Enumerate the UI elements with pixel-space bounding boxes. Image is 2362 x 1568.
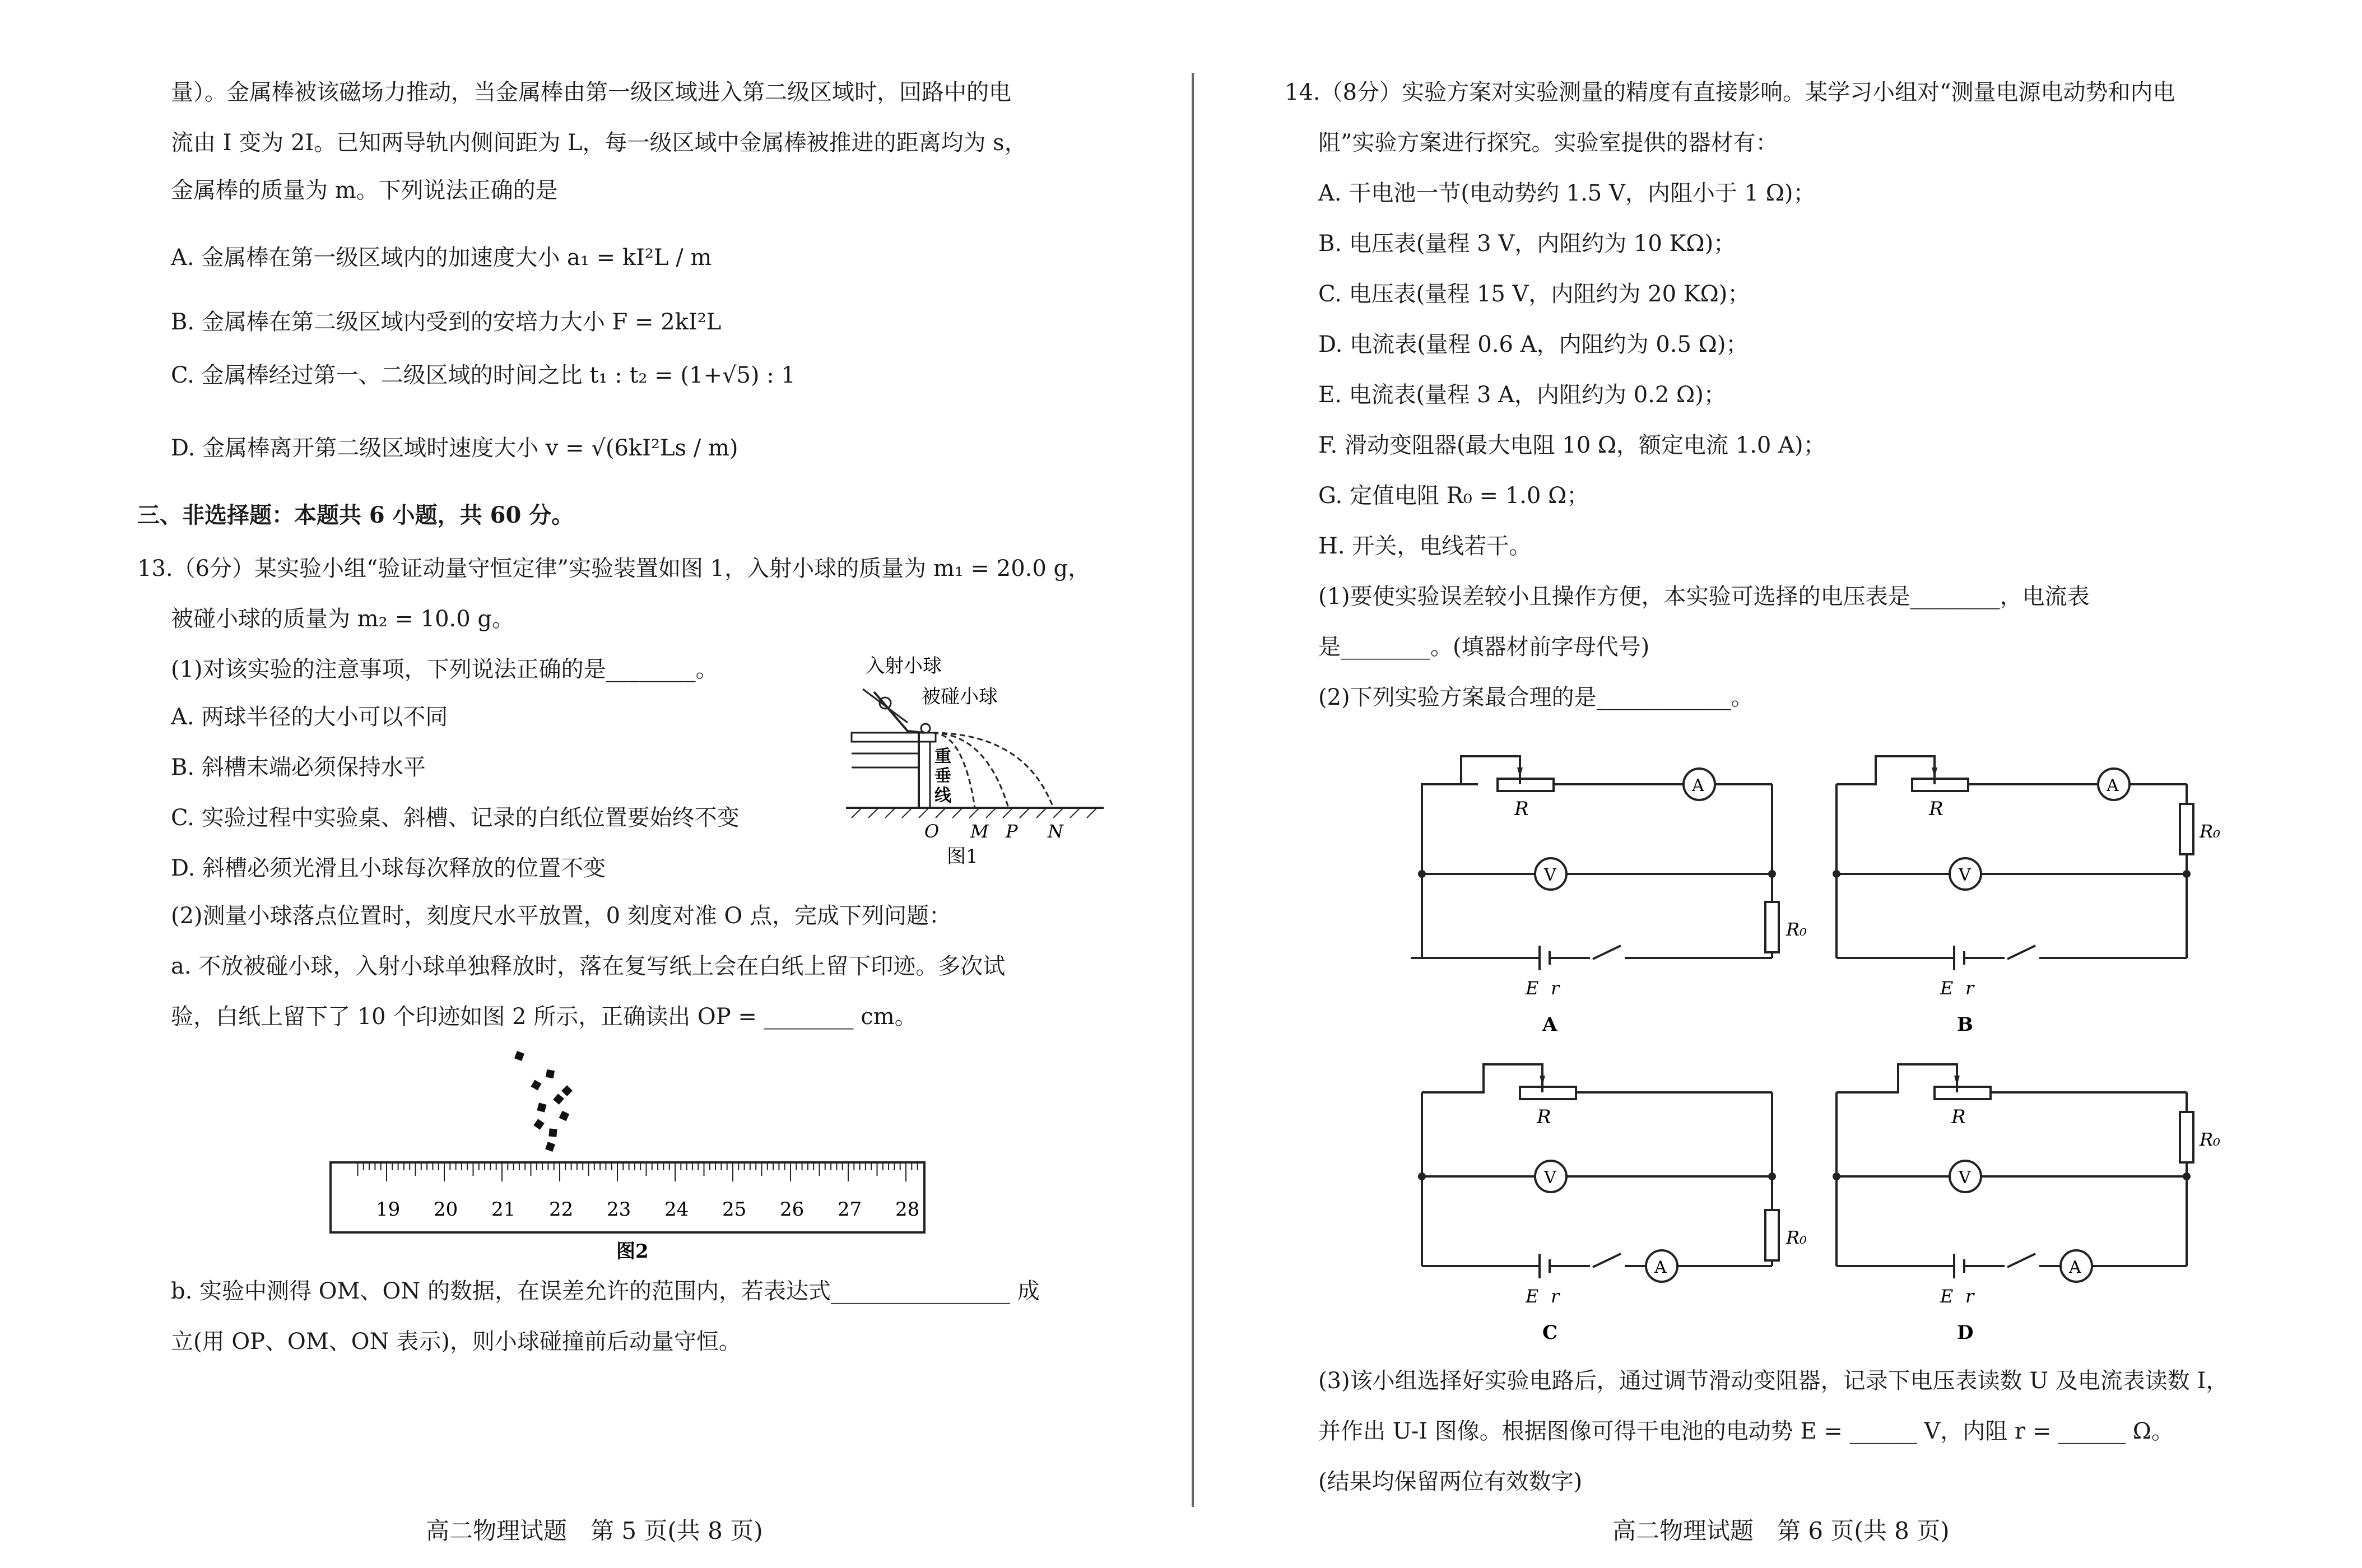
equipment-item: F. 滑动变阻器(最大电阻 10 Ω，额定电流 1.0 A)；: [1318, 432, 1826, 458]
q14-part1: 是________。(填器材前字母代号): [1318, 634, 1650, 660]
ruler-tick-label: 27: [838, 1198, 862, 1221]
fig1-incident-ball-label: 入射小球: [866, 655, 942, 677]
svg-text:垂: 垂: [934, 766, 951, 786]
fixed-resistor-label: R₀: [1786, 1227, 1807, 1248]
fixed-resistor-label: R₀: [2200, 821, 2220, 842]
emf-label: E: [1940, 1286, 1954, 1307]
rheostat-label: R: [1929, 798, 1943, 820]
figure-2-ruler: [325, 1042, 930, 1266]
fig1-target-ball: [921, 724, 930, 733]
ruler-tick-label: 21: [491, 1198, 516, 1221]
q13-option-c: C. 实验过程中实验桌、斜槽、记录的白纸位置要始终不变: [171, 805, 740, 831]
ruler-tick-label: 24: [664, 1198, 689, 1221]
ruler-tick-label: 20: [434, 1198, 458, 1221]
text-line: 流由 I 变为 2I。已知两导轨内侧间距为 L，每一级区域中金属棒被推进的距离均为 s，: [171, 130, 1027, 156]
fig2-caption: 图2: [616, 1240, 649, 1263]
emf-label: E: [1526, 1286, 1539, 1307]
page-footer: 高二物理试题 第 5 页(共 8 页): [426, 1517, 763, 1544]
ruler-tick-label: 26: [780, 1198, 805, 1221]
internal-resistance-label: r: [1965, 1286, 1974, 1307]
internal-resistance-label: r: [1965, 978, 1974, 999]
q13-option-b: B. 斜槽末端必须保持水平: [171, 755, 426, 780]
text-line: 金属棒的质量为 m。下列说法正确的是: [171, 178, 558, 203]
option-b: B. 金属棒在第二级区域内受到的安培力大小 F = 2kI²L: [171, 309, 722, 335]
q13-part2b: b. 实验中测得 OM、ON 的数据，在误差允许的范围内，若表达式________________ 成: [171, 1278, 1040, 1304]
equipment-item: C. 电压表(量程 15 V，内阻约为 20 KΩ)；: [1318, 281, 1750, 307]
fixed-resistor-label: R₀: [2200, 1129, 2220, 1150]
rheostat-label: R: [1537, 1106, 1551, 1128]
q14-part1: (1)要使实验误差较小且操作方便，本实验可选择的电压表是________，电流表: [1318, 584, 2090, 609]
voltmeter-label: V: [1544, 866, 1556, 885]
ruler-tick-label: 22: [549, 1198, 574, 1221]
voltmeter-label: V: [1959, 866, 1971, 885]
internal-resistance-label: r: [1551, 1286, 1560, 1307]
equipment-item: A. 干电池一节(电动势约 1.5 V，内阻小于 1 Ω)；: [1318, 180, 1816, 206]
fixed-resistor-label: R₀: [1786, 919, 1807, 940]
equipment-item: H. 开关，电线若干。: [1318, 533, 1532, 559]
figure-1-apparatus: [840, 650, 1109, 868]
q13-part2: (2)测量小球落点位置时，刻度尺水平放置，0 刻度对准 O 点，完成下列问题：: [171, 903, 952, 929]
right-page: [1181, 0, 2362, 1568]
circuit-b: [1814, 734, 2220, 1036]
emf-label: E: [1940, 978, 1954, 999]
ruler-tick-label: 25: [722, 1198, 747, 1221]
q13-part2a: a. 不放被碰小球，入射小球单独释放时，落在复写纸上会在白纸上留下印迹。多次试: [171, 953, 1006, 979]
q13-stem: 被碰小球的质量为 m₂ = 10.0 g。: [171, 606, 515, 632]
circuit-a-caption: A: [1542, 1013, 1557, 1036]
q13-option-a: A. 两球半径的大小可以不同: [171, 704, 448, 730]
circuit-d: [1814, 1042, 2220, 1344]
q13-stem: 13.（6分）某实验小组“验证动量守恒定律”实验装置如图 1，入射小球的质量为 m₁ = 20.0 g，: [137, 556, 1091, 581]
rheostat-label: R: [1514, 798, 1529, 820]
page-footer: 高二物理试题 第 6 页(共 8 页): [1612, 1517, 1950, 1544]
fig2-ruler-body: [331, 1162, 924, 1232]
q14-part2: (2)下列实验方案最合理的是____________。: [1318, 685, 1754, 710]
voltmeter-label: V: [1959, 1168, 1971, 1188]
ruler-tick-label: 23: [607, 1198, 631, 1221]
circuit-a: [1399, 734, 1807, 1036]
fig2-landing-marks: [514, 1051, 573, 1152]
option-c: C. 金属棒经过第一、二级区域的时间之比 t₁ : t₂ = (1+√5) : 1: [171, 362, 796, 388]
fig1-point-m: M: [970, 821, 989, 842]
option-d: D. 金属棒离开第二级区域时速度大小 v = √(6kI²Ls / m): [171, 435, 738, 461]
voltmeter-label: V: [1544, 1168, 1556, 1188]
section-title: 三、非选择题：本题共 6 小题，共 60 分。: [137, 502, 574, 528]
circuit-d-caption: D: [1957, 1322, 1974, 1344]
svg-text:线: 线: [934, 786, 951, 806]
ammeter-label: A: [1654, 1258, 1667, 1277]
fig1-caption: 图1: [947, 845, 978, 868]
ammeter-label: A: [1692, 776, 1704, 795]
ruler-tick-label: 19: [376, 1198, 401, 1221]
equipment-item: B. 电压表(量程 3 V，内阻约为 10 KΩ)；: [1318, 231, 1736, 257]
q14-stem: 阻”实验方案进行探究。实验室提供的器材有：: [1318, 130, 1778, 156]
ammeter-label: A: [2107, 776, 2119, 795]
emf-label: E: [1526, 978, 1539, 999]
equipment-item: E. 电流表(量程 3 A，内阻约为 0.2 Ω)；: [1318, 382, 1726, 408]
q13-option-d: D. 斜槽必须光滑且小球每次释放的位置不变: [171, 855, 606, 881]
q13-part1: (1)对该实验的注意事项，下列说法正确的是________。: [171, 657, 718, 682]
equipment-item: D. 电流表(量程 0.6 A，内阻约为 0.5 Ω)；: [1318, 332, 1749, 357]
equipment-item: G. 定值电阻 R₀ = 1.0 Ω；: [1318, 483, 1589, 509]
circuit-b-caption: B: [1957, 1013, 1973, 1036]
svg-text:重: 重: [934, 747, 951, 766]
fig1-target-ball-label: 被碰小球: [922, 686, 998, 708]
q13-part2a: 验，白纸上留下了 10 个印迹如图 2 所示，正确读出 OP = ________ cm。: [171, 1004, 917, 1030]
fig1-point-n: N: [1048, 821, 1063, 842]
internal-resistance-label: r: [1551, 978, 1560, 999]
circuit-c: [1399, 1042, 1807, 1344]
ruler-tick-label: 28: [895, 1198, 920, 1221]
fig1-point-o: O: [924, 821, 940, 842]
text-line: 量）。金属棒被该磁场力推动，当金属棒由第一级区域进入第二级区域时，回路中的电: [171, 80, 1011, 105]
circuit-c-caption: C: [1542, 1322, 1558, 1344]
q14-part3: (3)该小组选择好实验电路后，通过调节滑动变阻器，记录下电压表读数 U 及电流表读数 I，: [1318, 1368, 2229, 1394]
q13-part2b: 立(用 OP、OM、ON 表示)，则小球碰撞前后动量守恒。: [171, 1329, 741, 1355]
q14-stem: 14.（8分）实验方案对实验测量的精度有直接影响。某学习小组对“测量电源电动势和内电: [1285, 80, 2175, 105]
option-a: A. 金属棒在第一级区域内的加速度大小 a₁ = kI²L / m: [171, 245, 712, 271]
q14-part3: 并作出 U-I 图像。根据图像可得干电池的电动势 E = ______ V，内阻 r = ______ Ω。: [1318, 1418, 2174, 1444]
ammeter-label: A: [2069, 1258, 2081, 1277]
fig1-point-p: P: [1006, 821, 1018, 842]
q14-part3-note: (结果均保留两位有效数字): [1318, 1469, 1583, 1495]
rheostat-label: R: [1951, 1106, 1966, 1128]
